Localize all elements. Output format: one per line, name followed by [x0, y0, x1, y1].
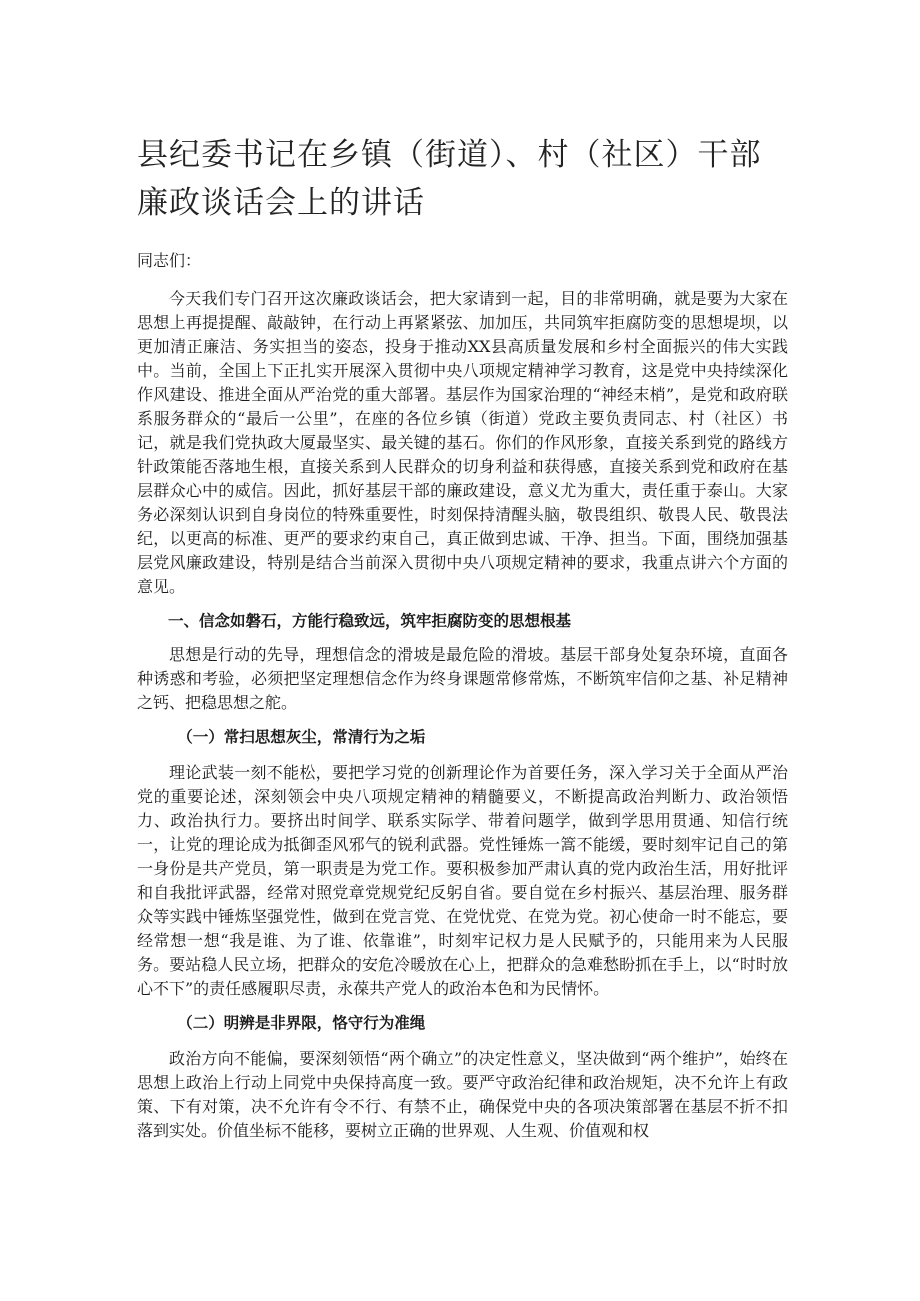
subsection-1-paragraph: 理论武装一刻不能松，要把学习党的创新理论作为首要任务，深入学习关于全面从严治党的重要论述，深刻领会中央八项规定精神的精髓要义，不断提高政治判断力、政治领悟力、政治执行力。要挤出时间学、联系实际学、带着问题学，做到学思用贯通、知信行统一，让党的理论成为抵御歪风邪气的锐利武器。党性锤炼一篙不能缓，要时刻牢记自己的第一身份是共产党员，第一职责是为党工作。要积极参加严肃认真的党内政治生活，用好批评和自我批评武器，经常对照党章党规党纪反躬自省。要自觉在乡村振兴、基层治理、服务群众等实践中锤炼坚强党性，做到在党言党、在党忧党、在党为党。初心使命一时不能忘，要经常想一想“我是谁、为了谁、依靠谁”，时刻牢记权力是人民赋予的，只能用来为人民服务。要站稳人民立场，把群众的安危冷暖放在心上，把群众的急难愁盼抓在手上，以“时时放心不下”的责任感履职尽责，永葆共产党人的政治本色和为民情怀。	[137, 763, 788, 998]
subsection-2-paragraph: 政治方向不能偏，要深刻领悟“两个确立”的决定性意义，坚决做到“两个维护”，始终在思想上政治上行动上同党中央保持高度一致。要严守政治纪律和政治规矩，决不允许上有政策、下有对策，决不允许有令不行、有禁不止，确保党中央的各项决策部署在基层不折不扣落到实处。价值坐标不能移，要树立正确的世界观、人生观、价值观和权	[137, 1049, 788, 1140]
intro-paragraph: 今天我们专门召开这次廉政谈话会，把大家请到一起，目的非常明确，就是要为大家在思想上再提提醒、敲敲钟，在行动上再紧紧弦、加加压，共同筑牢拒腐防变的思想堤坝，以更加清正廉洁、务实担当的姿态，投身于推动XX县高质量发展和乡村全面振兴的伟大实践中。当前，全国上下正扎实开展深入贯彻中央八项规定精神学习教育，这是党中央持续深化作风建设、推进全面从严治党的重大部署。基层作为国家治理的“神经末梢”，是党和政府联系服务群众的“最后一公里”，在座的各位乡镇（街道）党政主要负责同志、村（社区）书记，就是我们党执政大厦最坚实、最关键的基石。你们的作风形象，直接关系到党的路线方针政策能否落地生根，直接关系到人民群众的切身利益和获得感，直接关系到党和政府在基层群众心中的威信。因此，抓好基层干部的廉政建设，意义尤为重大，责任重于泰山。大家务必深刻认识到自身岗位的特殊重要性，时刻保持清醒头脑，敬畏组织、敬畏人民、敬畏法纪，以更高的标准、更严的要求约束自己，真正做到忠诚、干净、担当。下面，围绕加强基层党风廉政建设，特别是结合当前深入贯彻中央八项规定精神的要求，我重点讲六个方面的意见。	[137, 289, 788, 596]
greeting: 同志们：	[137, 251, 202, 270]
subsection-heading-2: （二）明辨是非界限，恪守行为准绳	[177, 1014, 426, 1032]
subsection-heading-1: （一）常扫思想灰尘，常清行为之垢	[177, 728, 426, 746]
section-1-paragraph: 思想是行动的先导，理想信念的滑坡是最危险的滑坡。基层干部身处复杂环境，直面各种诱惑和考验，必须把坚定理想信念作为终身课题常修常炼，不断筑牢信仰之基、补足精神之钙、把稳思想之舵。	[137, 645, 788, 712]
document-title: 县纪委书记在乡镇（街道）、村（社区）干部廉政谈话会上的讲话	[137, 137, 762, 221]
section-heading-1: 一、信念如磐石，方能行稳致远，筑牢拒腐防变的思想根基	[168, 612, 572, 630]
